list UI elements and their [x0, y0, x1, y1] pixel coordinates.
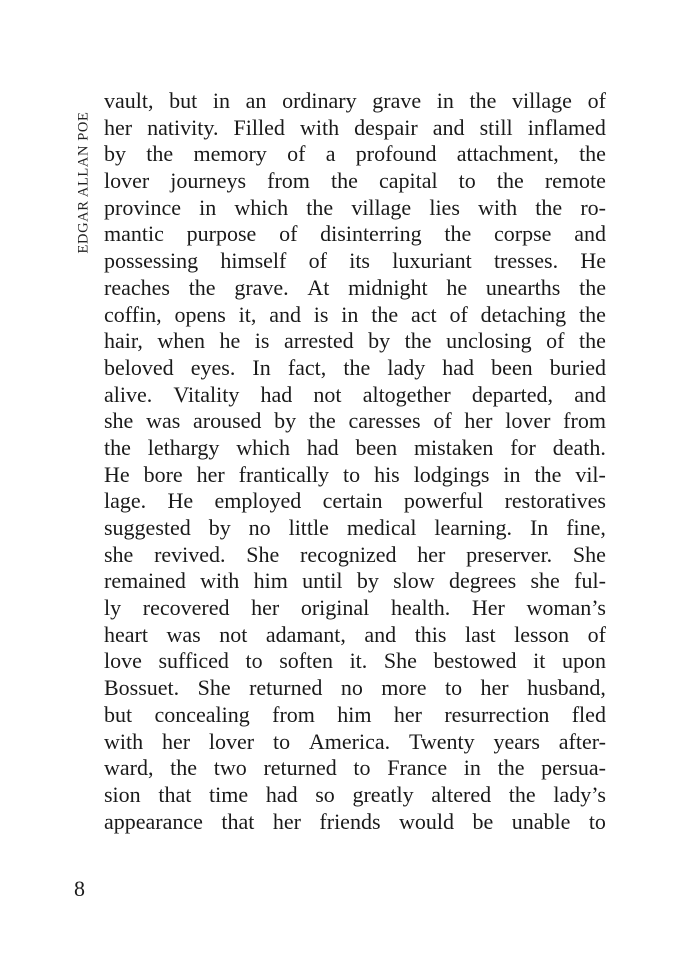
- text-line: lage. He employed certain powerful restoratives: [104, 488, 606, 514]
- text-line: with her lover to America. Twenty years after-: [104, 728, 606, 754]
- text-line: lover journeys from the capital to the remote: [104, 168, 606, 194]
- text-line: love sufficed to soften it. She bestowed it upon: [104, 648, 606, 674]
- text-line: sion that time had so greatly altered the lady’s: [104, 781, 606, 807]
- text-line: beloved eyes. In fact, the lady had been buried: [104, 354, 606, 380]
- body-text: [104, 88, 606, 835]
- text-line: possessing himself of its luxuriant tresses. He: [104, 248, 606, 274]
- text-line: ly recovered her original health. Her woman’s: [104, 595, 606, 621]
- text-line: He bore her frantically to his lodgings in the vil-: [104, 461, 606, 487]
- running-head-text: EDGAR ALLAN POE: [75, 111, 92, 253]
- text-line: coffin, opens it, and is in the act of detaching the: [104, 301, 606, 327]
- text-line: remained with him until by slow degrees she ful-: [104, 568, 606, 594]
- running-head: [72, 92, 96, 272]
- text-line: province in which the village lies with the ro-: [104, 194, 606, 220]
- text-line: alive. Vitality had not altogether departed, and: [104, 381, 606, 407]
- page-number: 8: [74, 876, 85, 901]
- text-line: ward, the two returned to France in the persua-: [104, 755, 606, 781]
- text-line: heart was not adamant, and this last lesson of: [104, 621, 606, 647]
- text-line: she was aroused by the caresses of her lover from: [104, 408, 606, 434]
- text-line: she revived. She recognized her preserver. She: [104, 541, 606, 567]
- text-line: suggested by no little medical learning. In fine,: [104, 515, 606, 540]
- text-line: by the memory of a profound attachment, the: [104, 141, 606, 167]
- text-line: reaches the grave. At midnight he unearths the: [104, 274, 606, 300]
- text-line: hair, when he is arrested by the unclosing of the: [104, 328, 606, 354]
- text-line: appearance that her friends would be unable to: [104, 808, 606, 834]
- text-line: the lethargy which had been mistaken for death.: [104, 434, 606, 460]
- text-line: but concealing from him her resurrection fled: [104, 701, 606, 727]
- text-line: Bossuet. She returned no more to her husband,: [104, 675, 606, 701]
- text-line: vault, but in an ordinary grave in the village of: [104, 88, 606, 113]
- text-line: mantic purpose of disinterring the corpse and: [104, 221, 606, 247]
- text-line: her nativity. Filled with despair and still inflamed: [104, 114, 606, 140]
